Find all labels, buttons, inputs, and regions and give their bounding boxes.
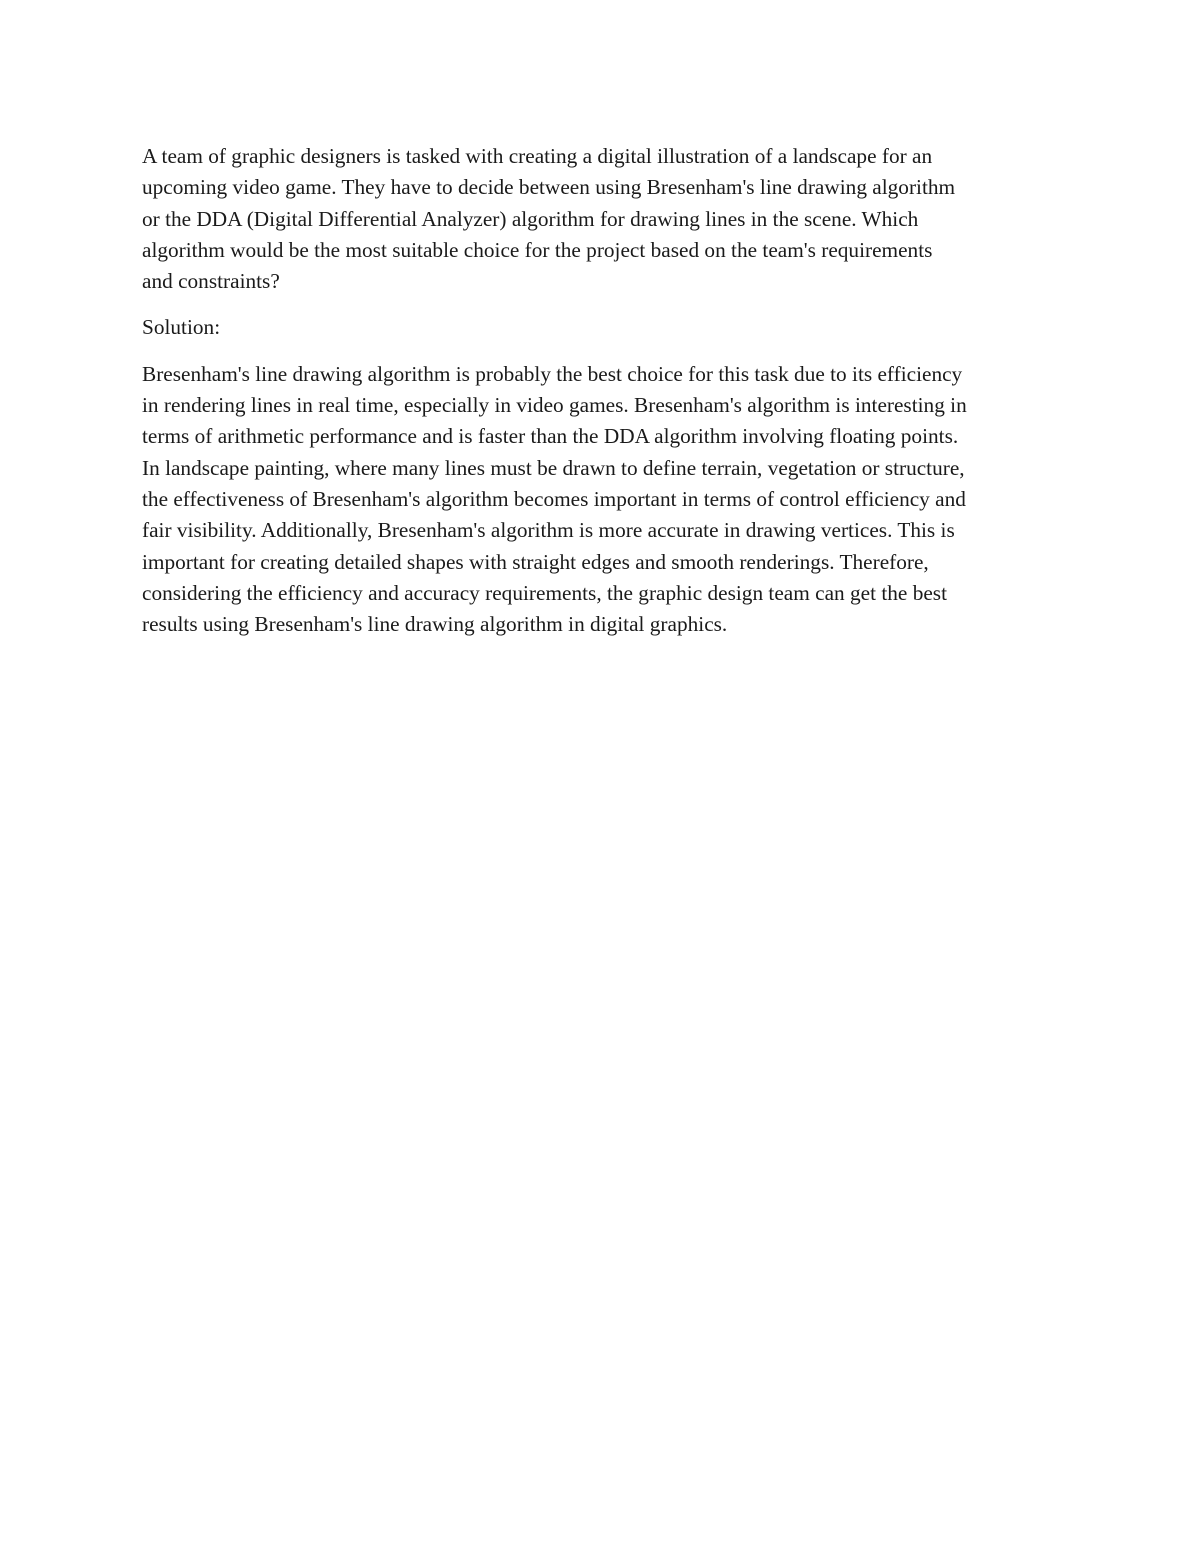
solution-heading xyxy=(142,312,1072,343)
answer-line: important for creating detailed shapes with straight edges and smooth renderings. Therefore, xyxy=(142,549,929,574)
question-line: or the DDA (Digital Differential Analyzer) algorithm for drawing lines in the scene. Which xyxy=(142,206,919,231)
answer-line: in rendering lines in real time, especially in video games. Bresenham's algorithm is interesting in xyxy=(142,393,967,418)
answer-paragraph xyxy=(142,359,1072,641)
document-body xyxy=(142,141,1072,655)
solution-heading-text: Solution: xyxy=(142,315,221,340)
question-line: and constraints? xyxy=(142,269,280,294)
question-line: A team of graphic designers is tasked with creating a digital illustration of a landscape for an xyxy=(142,144,933,168)
question-paragraph xyxy=(142,141,1072,297)
question-line: upcoming video game. They have to decide between using Bresenham's line drawing algorithm xyxy=(142,175,956,200)
question-line: algorithm would be the most suitable choice for the project based on the team's requirements xyxy=(142,237,933,262)
answer-line: results using Bresenham's line drawing algorithm in digital graphics. xyxy=(142,612,728,637)
answer-line: fair visibility. Additionally, Bresenham's algorithm is more accurate in drawing vertices. This is xyxy=(142,518,955,543)
answer-line: terms of arithmetic performance and is faster than the DDA algorithm involving floating points. xyxy=(142,424,959,449)
answer-line: Bresenham's line drawing algorithm is probably the best choice for this task due to its efficiency xyxy=(142,361,963,386)
answer-line: In landscape painting, where many lines must be drawn to define terrain, vegetation or structure, xyxy=(142,455,965,480)
answer-line: the effectiveness of Bresenham's algorithm becomes important in terms of control efficiency and xyxy=(142,486,966,511)
answer-line: considering the efficiency and accuracy requirements, the graphic design team can get the best xyxy=(142,580,947,605)
